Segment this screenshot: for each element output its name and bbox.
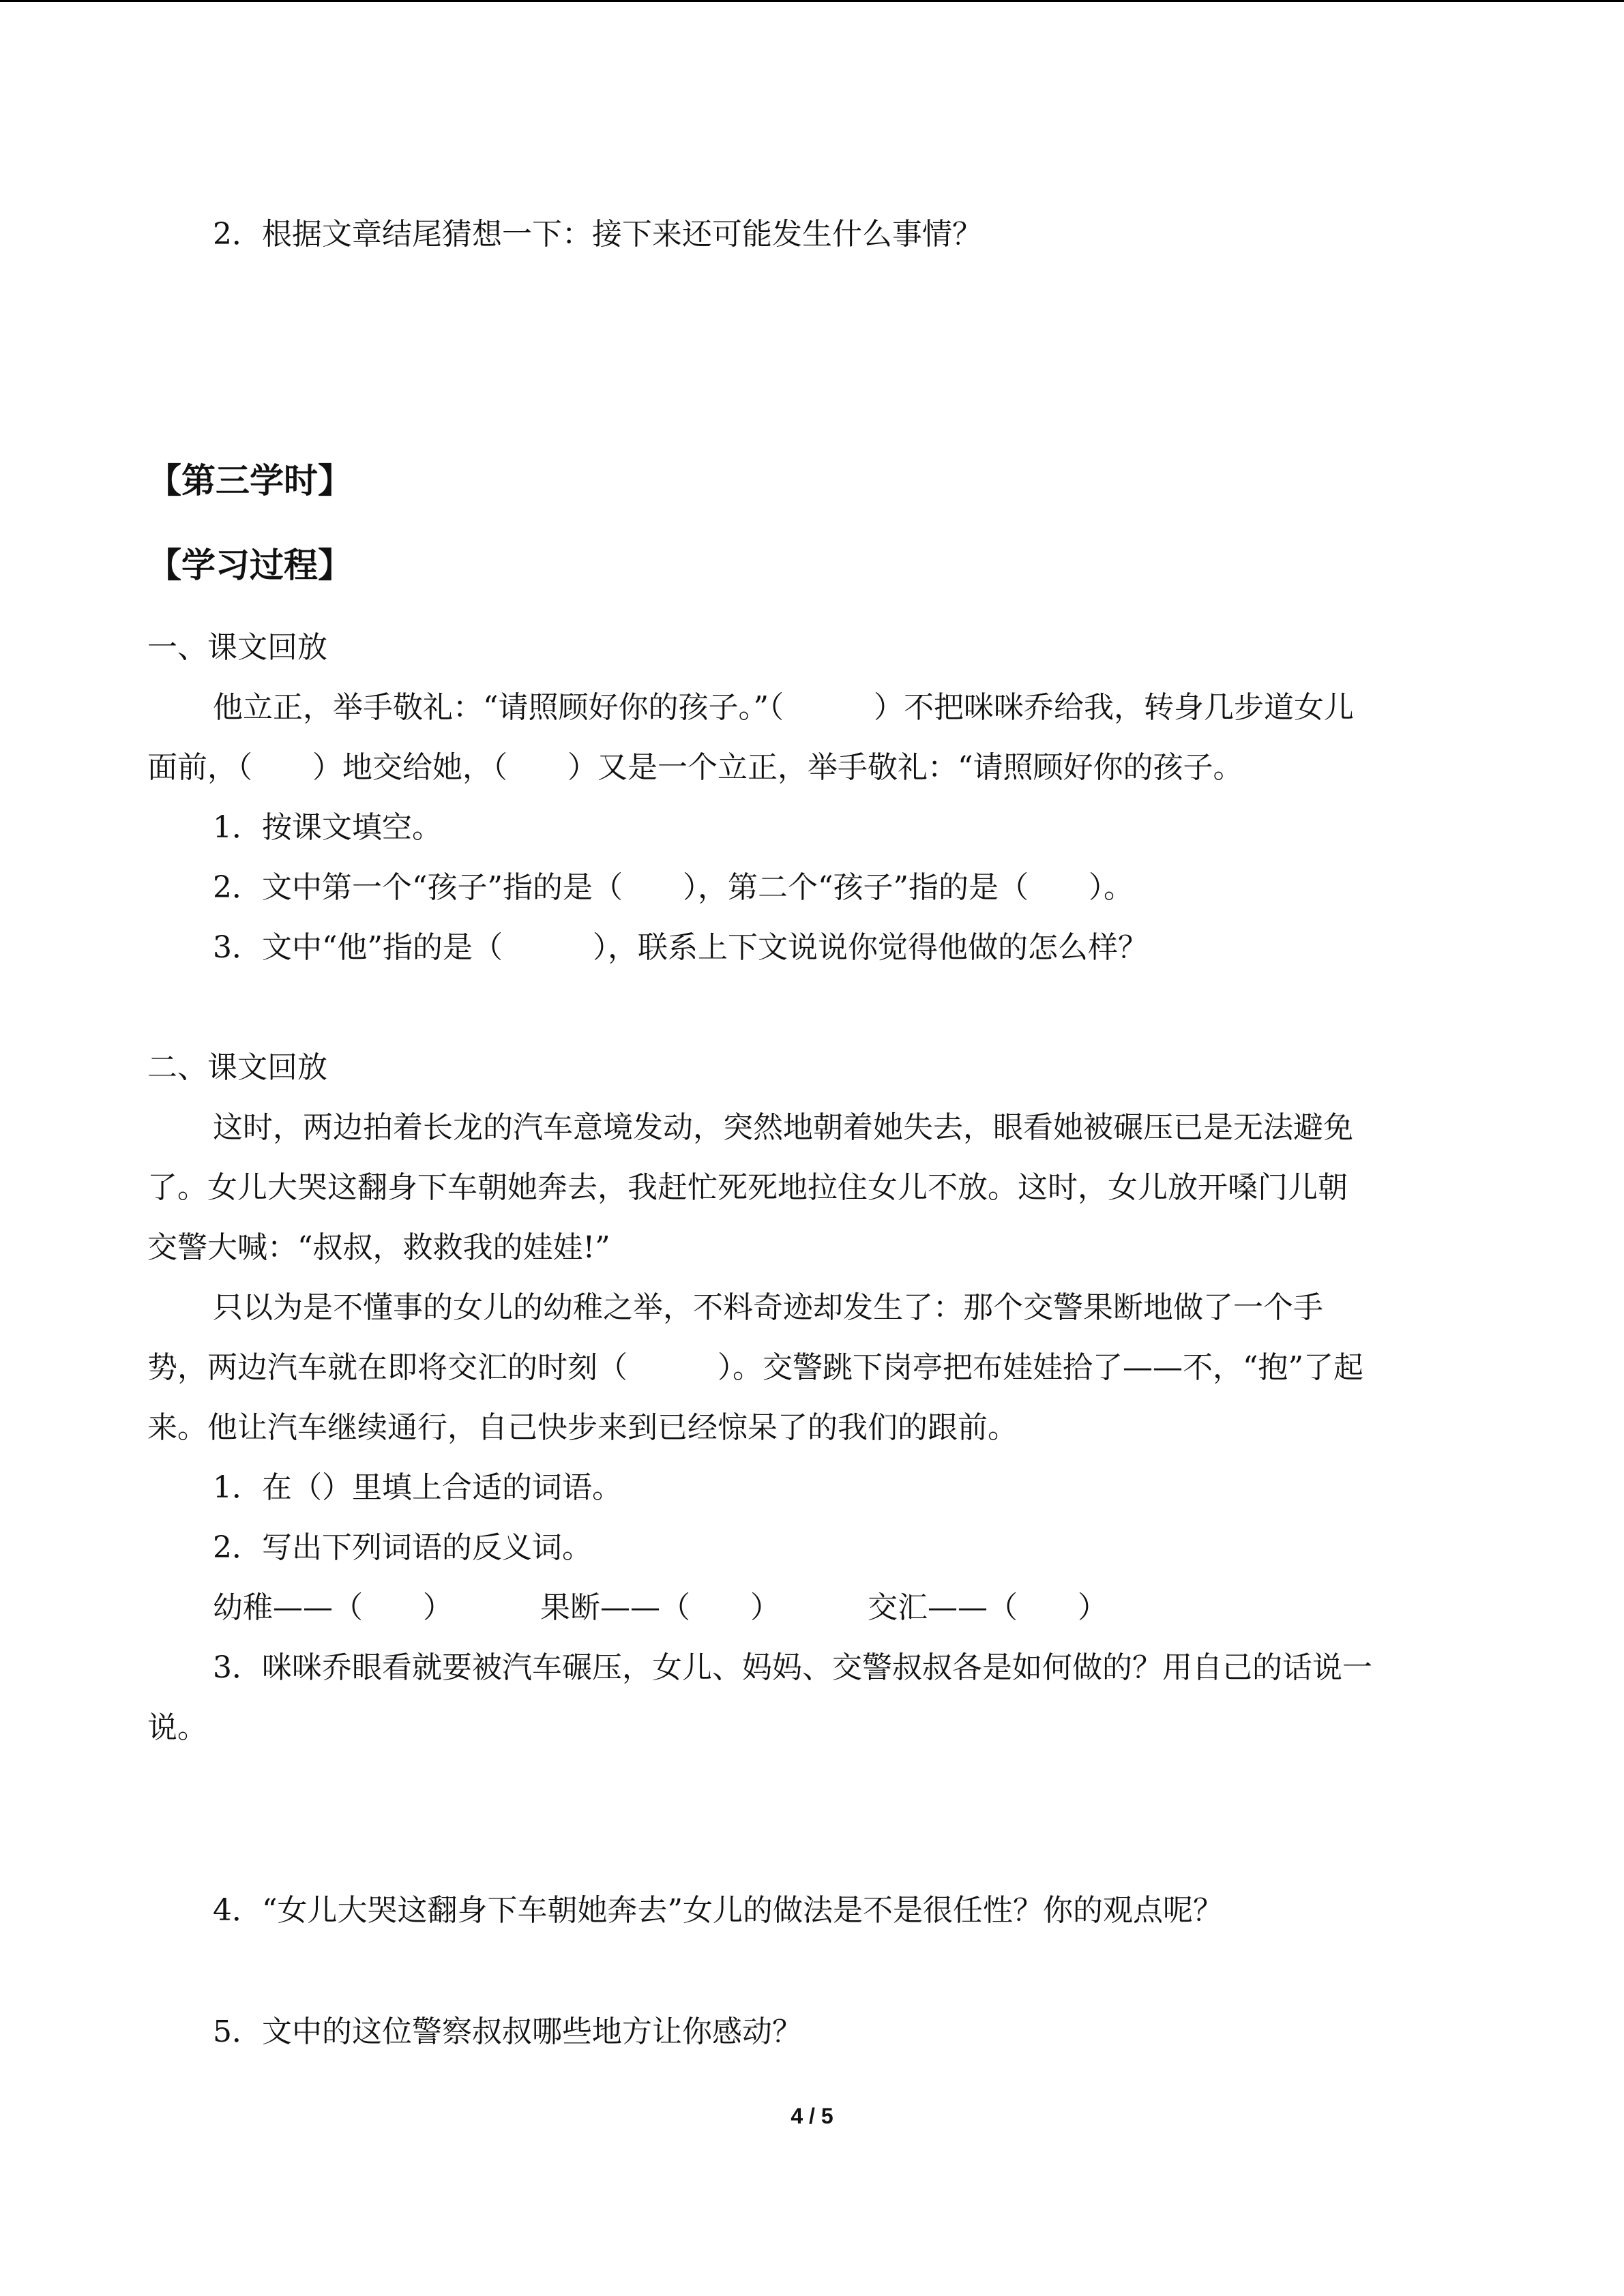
antonym-item: 果断——（ ） xyxy=(540,1590,780,1625)
heading-learning-process: 【学习过程】 xyxy=(147,546,352,585)
section1-question-1: 1．按课文填空。 xyxy=(213,810,442,845)
section2-question-3-continued: 说。 xyxy=(147,1710,207,1745)
section2-question-4: 4．“女儿大哭这翻身下车朝她奔去”女儿的做法是不是很任性？你的观点呢？ xyxy=(213,1893,1223,1928)
section2-passage-line: 来。他让汽车继续通行，自己快步来到已经惊呆了的我们的跟前。 xyxy=(147,1410,1018,1445)
previous-question-2: 2．根据文章结尾猜想一下：接下来还可能发生什么事情？ xyxy=(213,217,982,252)
section1-question-3: 3．文中“他”指的是（ ），联系上下文说说你觉得他做的怎么样？ xyxy=(213,930,1148,965)
section2-passage-line: 交警大喊：“叔叔，救救我的娃娃!” xyxy=(147,1230,610,1265)
section2-question-2: 2．写出下列词语的反义词。 xyxy=(213,1530,592,1565)
antonym-item: 交汇——（ ） xyxy=(868,1590,1108,1625)
section1-question-2: 2．文中第一个“孩子”指的是（ ），第二个“孩子”指的是（ ）。 xyxy=(213,870,1134,905)
section2-title: 二、课文回放 xyxy=(147,1050,327,1085)
page-number: 4 / 5 xyxy=(791,2104,833,2128)
section2-passage-line: 了。女儿大哭这翻身下车朝她奔去，我赶忙死死地拉住女儿不放。这时，女儿放开嗓门儿朝 xyxy=(147,1170,1348,1205)
antonym-row xyxy=(213,1590,1108,1625)
antonym-item: 幼稚——（ ） xyxy=(213,1590,453,1625)
section2-passage-line: 势，两边汽车就在即将交汇的时刻（ ）。交警跳下岗亭把布娃娃拾了——不，“抱”了起 xyxy=(147,1350,1363,1385)
section2-question-3: 3．咪咪乔眼看就要被汽车碾压，女儿、妈妈、交警叔叔各是如何做的？用自己的话说一 xyxy=(213,1650,1372,1685)
section2-passage-line: 只以为是不懂事的女儿的幼稚之举，不料奇迹却发生了：那个交警果断地做了一个手 xyxy=(213,1290,1323,1325)
section1-passage-line: 面前，（ ）地交给她，（ ）又是一个立正，举手敬礼：“请照顾好你的孩子。 xyxy=(147,750,1243,785)
section2-question-5: 5．文中的这位警察叔叔哪些地方让你感动？ xyxy=(213,2014,802,2049)
section2-question-1: 1．在（）里填上合适的词语。 xyxy=(213,1470,622,1505)
section1-passage-line: 他立正，举手敬礼：“请照顾好你的孩子。”（ ）不把咪咪乔给我，转身几步道女儿 xyxy=(213,690,1354,725)
section1-title: 一、课文回放 xyxy=(147,630,327,665)
section2-passage-line: 这时，两边拍着长龙的汽车意境发动，突然地朝着她失去，眼看她被碾压已是无法避免 xyxy=(213,1110,1353,1145)
top-border-rule xyxy=(0,0,1624,2)
heading-third-session: 【第三学时】 xyxy=(147,461,352,501)
